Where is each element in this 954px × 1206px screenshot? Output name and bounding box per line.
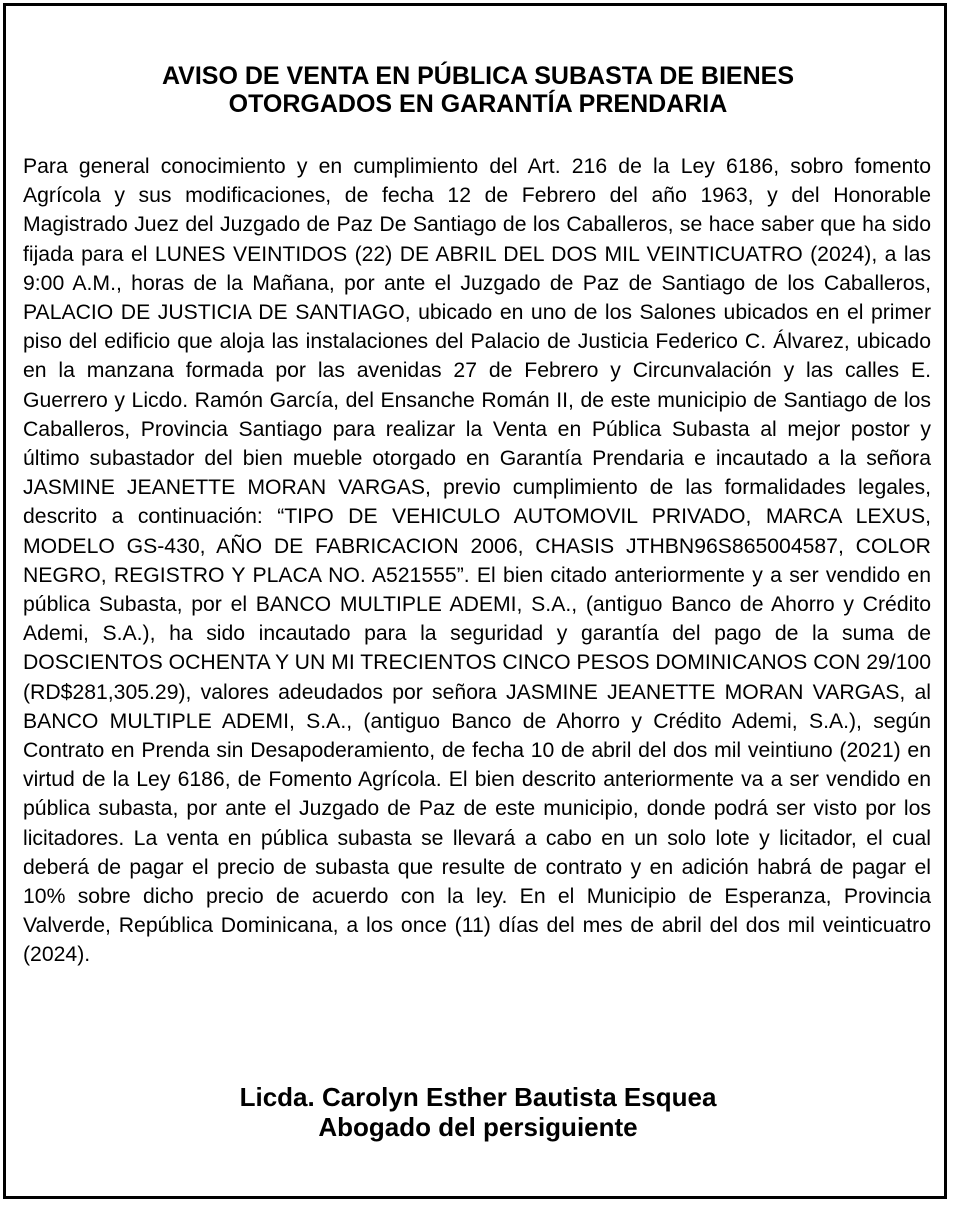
notice-body: Para general conocimiento y en cumplimiento del Art. 216 de la Ley 6186, sobro fomento Agrícola y sus modificaciones, de fecha 12 de Febrero del año 1963, y del Honorable Magistrado Juez del Juzgado de Paz De Santiago de los Caballeros, se hace saber que ha sido fijada para el LUNES VEINTIDOS (22) DE ABRIL DEL DOS MIL VEINTICUATRO (2024), a las 9:00 A.M., horas de la Mañana, por ante el Juzgado de Paz de Santiago de los Caballeros, PALACIO DE JUSTICIA DE SANTIAGO, ubicado en uno de los Salones ubicados en el primer piso del edificio que aloja las instalaciones del Palacio de Justicia Federico C. Álvarez, ubicado en la manzana formada por las avenidas 27 de Febrero y Circunvalación y las calles E. Guerrero y Licdo. Ramón García, del Ensanche Román II, de este municipio de Santiago de los Caballeros, Provincia Santiago para realizar la Venta en Pública Subasta al mejor postor y último subastador del bien mueble otorgado en Garantía Prendaria e incautado a la señora JASMINE JEANETTE MORAN VARGAS, previo cumplimiento de las formalidades legales, descrito a continuación: “TIPO DE VEHICULO AUTOMOVIL PRIVADO, MARCA LEXUS, MODELO GS-430, AÑO DE FABRICACION 2006, CHASIS JTHBN96S865004587, COLOR NEGRO, REGISTRO Y PLACA NO. A521555”. El bien citado anteriormente y a ser vendido en pública Subasta, por el BANCO MULTIPLE ADEMI, S.A., (antiguo Banco de Ahorro y Crédito Ademi, S.A.), ha sido incautado para la seguridad y garantía del pago de la suma de DOSCIENTOS OCHENTA Y UN MI TRECIENTOS CINCO PESOS DOMINICANOS CON 29/100 (RD$281,305.29), valores adeudados por señora JASMINE JEANETTE MORAN VARGAS, al BANCO MULTIPLE ADEMI, S.A., (antiguo Banco de Ahorro y Crédito Ademi, S.A.), según Contrato en Prenda sin Desapoderamiento, de fecha 10 de abril del dos mil veintiuno (2021) en virtud de la Ley 6186, de Fomento Agrícola. El bien descrito anteriormente va a ser vendido en pública subasta, por ante el Juzgado de Paz de este municipio, donde podrá ser visto por los licitadores. La venta en pública subasta se llevará a cabo en un solo lote y licitador, el cual deberá de pagar el precio de subasta que resulte de contrato y en adición habrá de pagar el 10% sobre dicho precio de acuerdo con la ley. En el Municipio de Esperanza, Provincia Valverde, República Dominicana, a los once (11) días del mes de abril del dos mil veinticuatro (2024). [23,155,931,967]
notice-frame [3,3,947,1199]
notice-title [6,62,950,118]
signature-role: Abogado del persiguiente [318,1112,638,1142]
signature-block [6,1082,950,1142]
signature-name: Licda. Carolyn Esther Bautista Esquea [239,1082,717,1112]
notice-title-line-1: AVISO DE VENTA EN PÚBLICA SUBASTA DE BIENES [161,62,794,90]
notice-title-line-2: OTORGADOS EN GARANTÍA PRENDARIA [228,90,728,118]
